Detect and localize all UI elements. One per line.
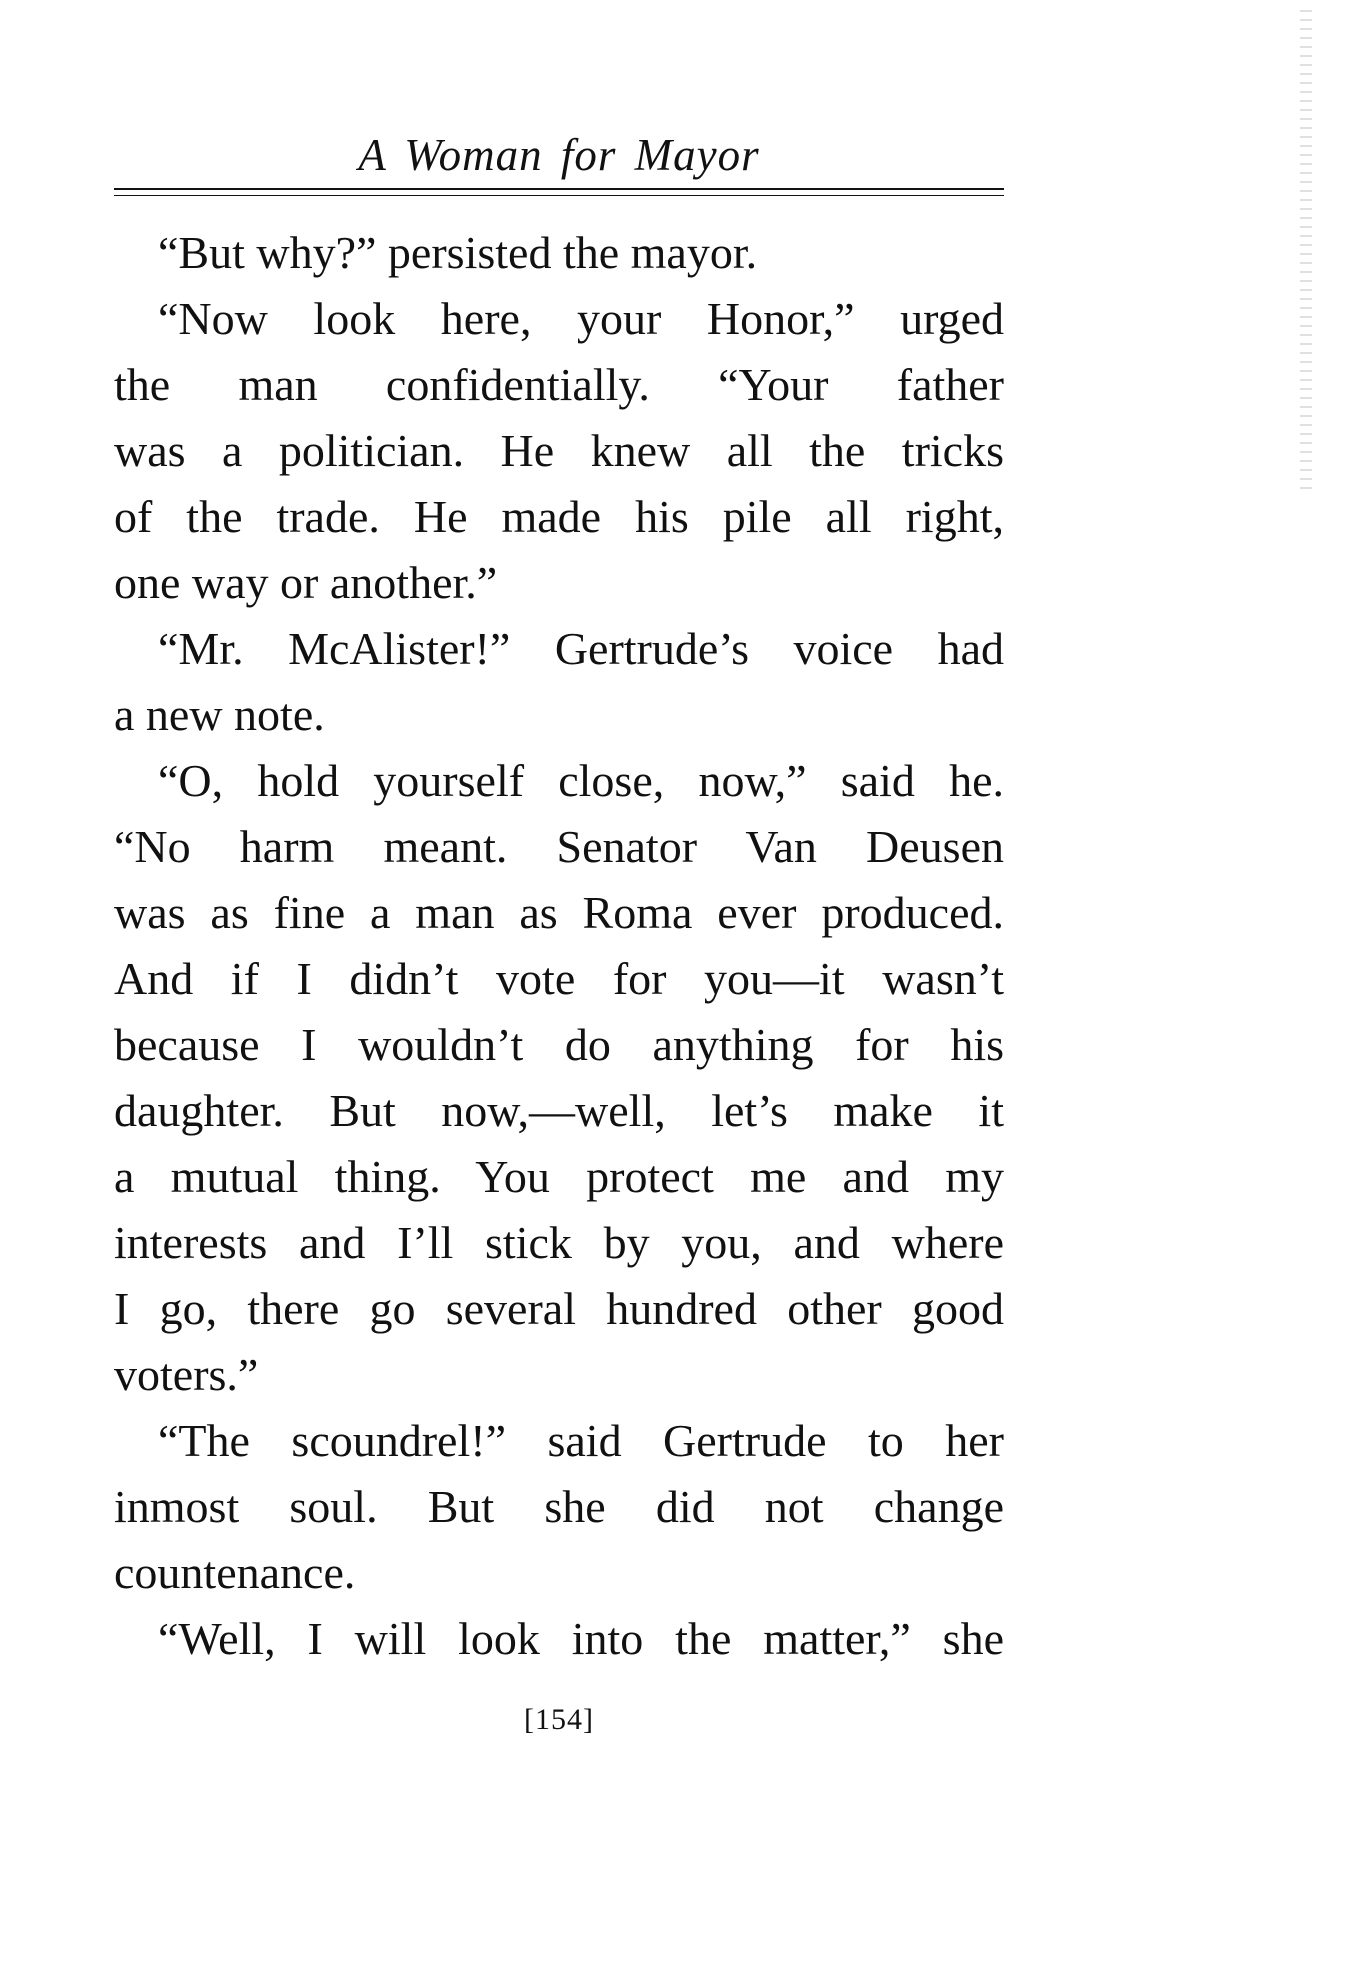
text-line: a new note. <box>114 689 325 740</box>
header-rule-top <box>114 188 1004 190</box>
header-rule-bottom <box>114 195 1004 196</box>
text-line: was as fine a man as Roma ever produced. <box>114 887 1004 938</box>
text-line: the man confidentially. “Your father <box>114 359 1004 410</box>
text-line: “No harm meant. Senator Van Deusen <box>114 821 1004 872</box>
text-line: a mutual thing. You protect me and my <box>114 1151 1004 1202</box>
text-line: interests and I’ll stick by you, and where <box>114 1217 1004 1268</box>
text-line: “Now look here, your Honor,” urged <box>158 293 1004 344</box>
text-line: “O, hold yourself close, now,” said he. <box>158 755 1004 806</box>
text-line: of the trade. He made his pile all right, <box>114 491 1004 542</box>
running-head: A Woman for Mayor <box>358 130 760 180</box>
text-line: daughter. But now,—well, let’s make it <box>114 1085 1004 1136</box>
text-line: was a politician. He knew all the tricks <box>114 425 1004 476</box>
text-line: inmost soul. But she did not change <box>114 1481 1004 1532</box>
text-line: one way or another.” <box>114 557 498 608</box>
text-line: “Well, I will look into the matter,” she <box>158 1613 1004 1664</box>
page-number: [154] <box>524 1703 594 1736</box>
text-line: “But why?” persisted the mayor. <box>158 227 758 278</box>
body-text <box>114 220 1004 1672</box>
text-line: And if I didn’t vote for you—it wasn’t <box>114 953 1004 1004</box>
text-line: voters.” <box>114 1349 259 1400</box>
text-line: countenance. <box>114 1547 356 1598</box>
scan-edge-marks <box>1300 10 1312 490</box>
text-line: “The scoundrel!” said Gertrude to her <box>158 1415 1004 1466</box>
text-line: because I wouldn’t do anything for his <box>114 1019 1004 1070</box>
text-line: I go, there go several hundred other good <box>114 1283 1004 1334</box>
text-line: “Mr. McAlister!” Gertrude’s voice had <box>158 623 1004 674</box>
